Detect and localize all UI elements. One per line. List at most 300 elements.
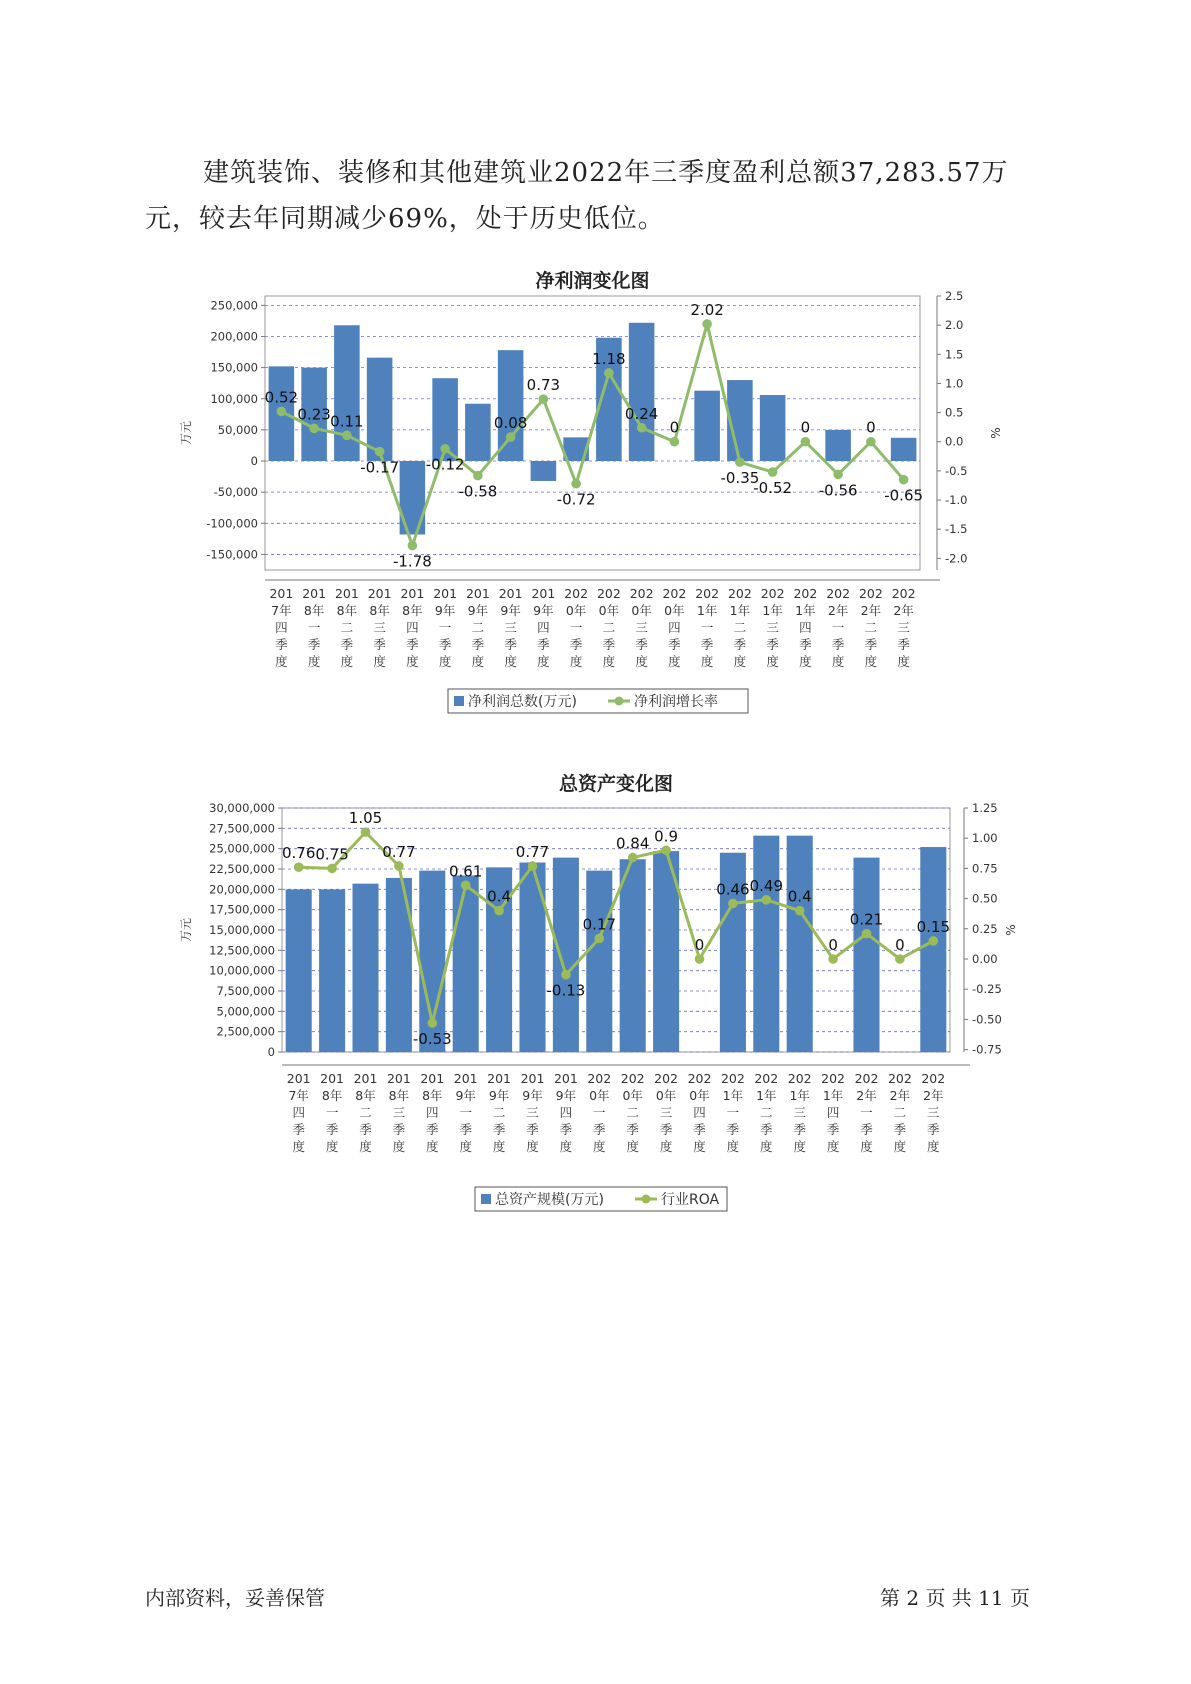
data-label: -0.58 [458, 482, 498, 501]
x-tick-label-line: 度 [927, 1139, 940, 1154]
line-point [762, 895, 772, 905]
line-point [440, 444, 450, 454]
line-point [294, 862, 304, 872]
data-label: 0.49 [749, 876, 784, 895]
x-tick-label-line: 四 [559, 1105, 573, 1120]
x-tick-label-line: 202 [787, 1071, 812, 1086]
line-point [327, 864, 337, 874]
data-label: 0 [828, 935, 838, 954]
x-tick-label-line: 季 [559, 1122, 573, 1137]
x-tick-label-line: 季 [927, 1122, 940, 1137]
x-tick-label-line: 三 [897, 620, 910, 635]
line-point [561, 970, 571, 980]
x-tick-label-line: 202 [596, 586, 621, 601]
x-tick-label-line: 2年 [923, 1088, 944, 1103]
x-tick-label-line: 四 [799, 620, 812, 635]
y2-tick-label: 0.5 [945, 405, 964, 420]
x-tick-label-line: 度 [340, 654, 354, 669]
x-tick-label [662, 586, 686, 669]
y2-tick-label: -0.25 [972, 982, 1002, 997]
x-tick-label-line: 二 [893, 1105, 907, 1120]
legend-line-marker [642, 1195, 651, 1204]
y-tick-label: 200,000 [210, 329, 258, 344]
x-tick-label-line: 三 [659, 1105, 673, 1120]
x-tick-label-line: 度 [700, 654, 714, 669]
data-label: -0.52 [753, 479, 793, 498]
x-tick-label-line: 一 [831, 620, 845, 635]
x-tick-label-line: 0年 [655, 1088, 677, 1103]
x-tick-label-line: 度 [593, 1139, 606, 1154]
x-tick-label-line: 度 [471, 654, 485, 669]
y2-axis-title: % [1004, 924, 1018, 936]
x-tick-label-line: 8年 [355, 1088, 376, 1103]
x-tick-label-line: 度 [292, 1139, 305, 1154]
x-tick-label-line: 度 [307, 654, 321, 669]
x-tick-label-line: 季 [733, 637, 747, 652]
line-point [801, 437, 811, 447]
line-point [768, 467, 778, 477]
x-tick-label-line: 季 [275, 637, 288, 652]
x-tick-label [499, 586, 523, 669]
line-point [661, 845, 671, 855]
y-tick-label: 7,500,000 [216, 984, 275, 998]
data-label: 0.84 [615, 834, 650, 853]
x-tick-label [521, 1071, 545, 1154]
line-point [604, 368, 614, 378]
line-point [361, 827, 371, 837]
x-tick-label-line: 度 [860, 1139, 873, 1154]
x-tick-label-line: 季 [602, 637, 616, 652]
data-label: 0.15 [916, 917, 951, 936]
x-tick-label [921, 1071, 945, 1154]
x-tick-label [554, 1071, 578, 1154]
data-label: 0.11 [330, 412, 364, 431]
x-tick-label-line: 度 [659, 1139, 673, 1154]
line-point [394, 861, 404, 871]
x-tick-label-line: 度 [897, 654, 910, 669]
bar [498, 350, 524, 461]
x-tick-label-line: 0年 [589, 1088, 610, 1103]
bar [367, 358, 393, 461]
line-point [571, 479, 581, 489]
line-point [428, 1018, 438, 1028]
x-tick-label [597, 586, 621, 669]
x-tick-label-line: 度 [733, 654, 747, 669]
x-tick-label [531, 586, 555, 669]
y-tick-label: 30,000,000 [209, 801, 275, 815]
x-tick-label-line: 201 [487, 1071, 512, 1086]
y2-tick-label: 1.00 [972, 831, 998, 846]
x-tick-label [721, 1071, 745, 1154]
x-tick-label [788, 1071, 812, 1154]
data-label: 0.24 [624, 404, 659, 423]
x-tick-label-line: 季 [626, 1122, 639, 1137]
x-tick-label-line: 202 [887, 1071, 912, 1086]
x-tick-label-line: 9年 [467, 603, 489, 618]
y-tick-label: 22,500,000 [209, 862, 275, 876]
line-point [461, 881, 471, 891]
x-tick-label-line: 度 [693, 1139, 706, 1154]
data-label: -0.72 [556, 490, 596, 509]
x-tick-label-line: 0年 [689, 1088, 710, 1103]
line-point [408, 541, 418, 551]
x-tick-label-line: 一 [726, 1105, 740, 1120]
x-tick-label-line: 201 [453, 1071, 478, 1086]
x-tick-label [354, 1071, 378, 1154]
y2-tick-label: 0.25 [972, 921, 998, 936]
bar [753, 836, 779, 1052]
x-tick-label-line: 一 [569, 620, 583, 635]
x-tick-label-line: 度 [459, 1139, 472, 1154]
data-label: 0.77 [382, 842, 416, 861]
x-tick-label-line: 1年 [795, 603, 816, 618]
x-tick-label [855, 1071, 879, 1154]
body-paragraph [145, 150, 1045, 242]
y-tick-label: 0 [250, 454, 258, 469]
bar [586, 871, 612, 1052]
x-tick-label [302, 586, 326, 669]
x-tick-label-line: 9年 [434, 603, 456, 618]
x-tick-label-line: 0年 [565, 603, 587, 618]
x-tick-label-line: 202 [793, 586, 818, 601]
page-number: 第 2 页 共 11 页 [880, 1586, 1030, 1610]
legend [475, 1187, 727, 1211]
y-tick-label: 2,500,000 [216, 1024, 275, 1039]
x-tick-label-line: 1年 [722, 1088, 744, 1103]
y2-tick-label: 0.00 [972, 951, 998, 966]
y2-tick-label: -0.5 [945, 463, 968, 478]
x-tick-label-line: 2年 [860, 603, 882, 618]
x-tick-label-line: 三 [635, 620, 648, 635]
x-tick-label-line: 0年 [664, 603, 685, 618]
x-tick-label-line: 季 [668, 637, 681, 652]
bar [453, 876, 479, 1052]
line-point [375, 447, 385, 457]
x-tick-label-line: 二 [359, 1105, 372, 1120]
data-label: -0.53 [412, 1030, 452, 1049]
x-tick-label-line: 9年 [455, 1088, 476, 1103]
x-tick-label-line: 季 [826, 1122, 840, 1137]
line-point [277, 407, 287, 417]
data-label: 0.76 [281, 844, 316, 863]
line-point [539, 394, 549, 404]
x-tick-label [564, 586, 588, 669]
x-tick-label-line: 201 [302, 586, 327, 601]
x-tick-label-line: 度 [602, 654, 616, 669]
x-tick-label-line: 2年 [889, 1088, 911, 1103]
data-label: 0.17 [582, 915, 617, 934]
x-tick-label-line: 202 [720, 1071, 745, 1086]
x-tick-label-line: 201 [286, 1071, 311, 1086]
x-tick-label-line: 201 [520, 1071, 545, 1086]
x-tick-label-line: 201 [531, 586, 556, 601]
x-tick-label-line: 201 [367, 586, 392, 601]
x-tick-label [320, 1071, 344, 1154]
legend-bar-swatch [481, 1194, 491, 1204]
y-tick-label: 12,500,000 [209, 943, 275, 958]
x-tick-label-line: 度 [569, 654, 583, 669]
paragraph-text: 建筑装饰、装修和其他建筑业2022年三季度盈利总额37,283.57万元，较去年同期减少69%，处于历史低位。 [145, 158, 1009, 234]
x-tick-label-line: 201 [386, 1071, 411, 1086]
x-tick-label-line: 季 [504, 637, 517, 652]
x-tick-label-line: 1年 [756, 1088, 777, 1103]
x-tick-label-line: 一 [325, 1105, 339, 1120]
line-point [833, 470, 843, 480]
bar [629, 323, 655, 461]
line-point [628, 853, 638, 863]
data-label: 1.18 [592, 349, 626, 368]
x-tick-label-line: 季 [406, 637, 419, 652]
y-tick-label: 27,500,000 [209, 821, 275, 836]
x-tick-label-line: 季 [726, 1122, 740, 1137]
x-tick-label-line: 二 [864, 620, 878, 635]
y-tick-label: 250,000 [210, 298, 258, 313]
x-tick-label-line: 季 [799, 637, 812, 652]
x-tick-label-line: 201 [433, 586, 458, 601]
line-point [929, 936, 939, 946]
x-tick-label [826, 586, 850, 669]
x-tick-label-line: 季 [325, 1122, 339, 1137]
line-point [595, 934, 605, 944]
y2-tick-label: -0.75 [972, 1042, 1002, 1057]
x-tick-label-line: 三 [927, 1105, 940, 1120]
x-tick-label-line: 二 [492, 1105, 506, 1120]
x-tick-label-line: 1年 [822, 1088, 844, 1103]
bar [620, 859, 646, 1052]
x-tick-label-line: 季 [897, 637, 910, 652]
y2-tick-label: 2.5 [945, 289, 964, 303]
x-tick-label-line: 三 [504, 620, 517, 635]
x-tick-label-line: 度 [559, 1139, 573, 1154]
x-tick-label-line: 度 [537, 654, 550, 669]
x-tick-label-line: 季 [893, 1122, 907, 1137]
x-tick-label-line: 1年 [762, 603, 783, 618]
x-tick-label-line: 度 [668, 654, 681, 669]
x-tick-label-line: 季 [526, 1122, 539, 1137]
line-point [895, 954, 905, 964]
x-tick-label-line: 三 [373, 620, 386, 635]
x-tick-label-line: 季 [392, 1122, 406, 1137]
data-label: 2.02 [690, 300, 724, 319]
x-tick-label-line: 四 [292, 1105, 305, 1120]
data-label: 0.61 [448, 862, 483, 881]
x-tick-label-line: 二 [733, 620, 747, 635]
x-tick-label-line: 202 [891, 586, 916, 601]
bar [760, 395, 786, 461]
x-tick-label-line: 0年 [631, 603, 652, 618]
x-tick-label-line: 度 [793, 1139, 806, 1154]
x-tick-label-line: 202 [921, 1071, 946, 1086]
x-tick-label-line: 202 [826, 586, 851, 601]
x-tick-label [269, 586, 293, 669]
x-tick-label-line: 季 [700, 637, 714, 652]
bar [787, 836, 813, 1052]
x-tick-label-line: 1年 [696, 603, 718, 618]
x-tick-label-line: 一 [700, 620, 714, 635]
x-tick-label [487, 1071, 511, 1154]
x-tick-label [888, 1071, 912, 1154]
x-tick-label [466, 586, 490, 669]
x-tick-label-line: 度 [760, 1139, 773, 1154]
x-tick-label-line: 度 [826, 1139, 840, 1154]
x-tick-label-line: 8年 [321, 1088, 343, 1103]
x-tick-label-line: 201 [420, 1071, 445, 1086]
y2-tick-label: 1.5 [945, 347, 964, 362]
x-tick-label [287, 1071, 311, 1154]
x-tick-label [761, 586, 785, 669]
y-tick-label: 17,500,000 [209, 902, 275, 917]
x-tick-label-line: 201 [334, 586, 359, 601]
x-tick-label-line: 201 [553, 1071, 578, 1086]
x-tick-label-line: 季 [569, 637, 583, 652]
x-tick-label [688, 1071, 712, 1154]
x-tick-label-line: 季 [359, 1122, 372, 1137]
x-tick-label [454, 1071, 478, 1154]
data-label: 0.4 [787, 887, 812, 906]
x-tick-label [420, 1071, 444, 1154]
x-tick-label-line: 四 [406, 620, 419, 635]
x-tick-label-line: 202 [620, 1071, 645, 1086]
y-tick-label: 100,000 [210, 391, 258, 406]
x-tick-label-line: 一 [593, 1105, 606, 1120]
x-tick-label-line: 季 [766, 637, 779, 652]
y2-tick-label: -1.0 [945, 493, 968, 508]
x-tick-label-line: 季 [292, 1122, 305, 1137]
y-tick-label: 25,000,000 [209, 841, 275, 856]
x-tick-label-line: 度 [275, 654, 288, 669]
data-label: 0.46 [716, 880, 750, 899]
line-point [899, 475, 909, 485]
y2-tick-label: -1.5 [945, 522, 968, 537]
bar [553, 858, 579, 1052]
x-tick-label-line: 度 [373, 654, 386, 669]
x-tick-label-line: 度 [359, 1139, 372, 1154]
y2-tick-label: 0.0 [945, 434, 964, 449]
x-tick-label-line: 一 [307, 620, 321, 635]
bar [531, 461, 557, 481]
x-tick-label-line: 季 [635, 637, 648, 652]
line-point [528, 861, 538, 871]
x-tick-label-line: 7年 [288, 1088, 309, 1103]
data-label: 0.77 [515, 842, 550, 861]
data-label: 0 [800, 418, 811, 437]
y-tick-label: -100,000 [206, 516, 258, 531]
line-point [728, 899, 738, 909]
x-tick-label [335, 586, 359, 669]
x-tick-label [433, 586, 457, 669]
x-tick-label-line: 季 [693, 1122, 706, 1137]
x-tick-label-line: 0年 [598, 603, 620, 618]
x-tick-label-line: 二 [626, 1105, 639, 1120]
x-tick-label-line: 三 [526, 1105, 539, 1120]
x-tick-label-line: 0年 [622, 1088, 643, 1103]
line-point [309, 424, 319, 434]
x-tick-label-line: 季 [373, 637, 386, 652]
y-tick-label: 20,000,000 [209, 882, 275, 897]
net-profit-chart [0, 262, 1191, 732]
data-label: 0 [866, 418, 876, 437]
x-tick-label-line: 度 [726, 1139, 740, 1154]
data-label: 1.05 [348, 809, 383, 828]
line-point [702, 319, 712, 329]
x-tick-label-line: 三 [793, 1105, 806, 1120]
line-point [866, 437, 876, 447]
bar [286, 889, 312, 1052]
x-tick-label-line: 201 [320, 1071, 345, 1086]
data-label: -0.35 [720, 469, 760, 488]
line-point [862, 929, 872, 939]
x-tick-label-line: 季 [307, 637, 321, 652]
x-tick-label-line: 二 [760, 1105, 773, 1120]
x-tick-label [621, 1071, 645, 1154]
x-tick-label-line: 202 [760, 586, 785, 601]
x-tick-label-line: 季 [537, 637, 550, 652]
y2-tick-label: 0.75 [972, 861, 998, 876]
x-tick-label-line: 季 [831, 637, 845, 652]
y-tick-label: 15,000,000 [209, 923, 275, 937]
legend [448, 689, 748, 713]
x-tick-label-line: 201 [498, 586, 523, 601]
legend-label: 总资产规模(万元) [495, 1192, 604, 1208]
y2-tick-label: 0.50 [972, 891, 998, 906]
x-tick-label-line: 季 [793, 1122, 806, 1137]
bar [319, 889, 345, 1052]
line-point [342, 431, 352, 441]
data-label: -0.12 [425, 455, 465, 474]
x-tick-label-line: 二 [602, 620, 616, 635]
x-tick-label-line: 季 [860, 1122, 873, 1137]
y2-tick-label: 2.0 [945, 318, 964, 333]
legend-label: 行业ROA [661, 1192, 720, 1208]
legend-label: 净利润总数(万元) [468, 694, 577, 710]
data-label: 0.4 [487, 887, 512, 906]
data-label: -0.65 [884, 486, 924, 505]
x-tick-label-line: 四 [668, 620, 681, 635]
data-label: -0.17 [360, 458, 400, 477]
data-label: 0 [694, 935, 705, 954]
x-tick-label-line: 8年 [336, 603, 358, 618]
x-tick-label-line: 四 [826, 1105, 840, 1120]
x-tick-label-line: 季 [471, 637, 485, 652]
line-point [473, 471, 483, 481]
x-tick-label-line: 度 [426, 1139, 439, 1154]
chart-title: 总资产变化图 [558, 773, 674, 795]
bar [352, 884, 378, 1052]
line-point [506, 432, 516, 442]
y2-axis-title: % [989, 427, 1003, 439]
x-tick-label-line: 度 [406, 654, 419, 669]
x-tick-label-line: 度 [325, 1139, 339, 1154]
x-tick-label-line: 三 [392, 1105, 406, 1120]
x-tick-label-line: 202 [564, 586, 589, 601]
x-tick-label-line: 202 [629, 586, 654, 601]
bar [853, 858, 879, 1052]
data-label: 0.52 [264, 388, 299, 407]
x-tick-label-line: 季 [864, 637, 878, 652]
x-tick-label-line: 1年 [729, 603, 751, 618]
x-tick-label-line: 季 [492, 1122, 506, 1137]
line-point [828, 954, 838, 964]
x-tick-label-line: 2年 [827, 603, 849, 618]
y2-tick-label: 1.0 [945, 376, 964, 391]
x-tick-label-line: 四 [275, 620, 288, 635]
bar [891, 438, 917, 461]
x-tick-label-line: 9年 [522, 1088, 543, 1103]
y-tick-label: 5,000,000 [216, 1004, 275, 1019]
x-tick-label [587, 1071, 611, 1154]
y-tick-label: 50,000 [217, 422, 258, 437]
x-tick-label [630, 586, 654, 669]
